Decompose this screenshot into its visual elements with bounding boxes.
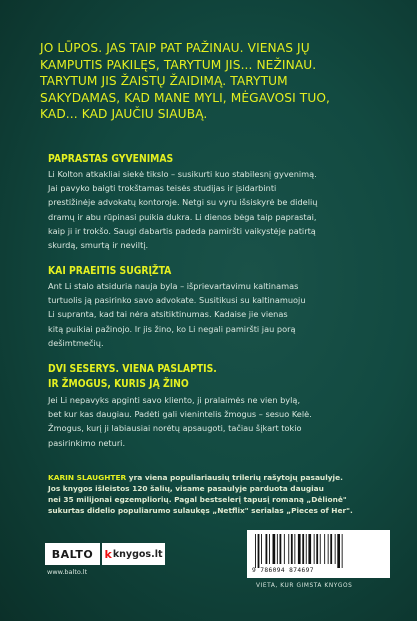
body-line: Li supranta, kad tai nėra atsitiktinumas. Kadaise jie vienas <box>48 309 288 320</box>
barcode-bar <box>284 534 285 564</box>
isbn-number: 9 786094 874697 <box>252 567 314 574</box>
publisher-logos <box>45 543 165 565</box>
body-line: dešimtmečių. <box>48 337 104 348</box>
barcode-bar <box>298 534 301 564</box>
publisher-url: www.balto.lt <box>47 568 88 576</box>
lead-line: KAD... KAD JAUČIU SIAUBĄ. <box>40 107 208 122</box>
barcode-bar <box>324 534 325 564</box>
body-line: kitą puikiai pažinojo. Ir jis žino, ko Li negali pamiršti jau porą <box>48 323 296 334</box>
barcode-bar <box>258 534 260 568</box>
section-heading-1: PAPRASTAS GYVENIMAS <box>48 153 174 165</box>
barcode-bar <box>337 534 340 568</box>
body-line: Li Kolton atkakliai siekė tikslo – susikurti kuo stabilesnį gyvenimą. <box>48 169 317 179</box>
body-line: pasirinkimo neturi. <box>48 437 126 448</box>
barcode-bar <box>266 534 268 564</box>
body-line: Ant Li stalo atsiduria nauja byla – išprievartavimu kaltinamas <box>48 281 299 291</box>
knygos-logo-mark: k <box>104 547 112 561</box>
barcode-bar <box>277 534 278 564</box>
body-line: kaip ji ir trokšo. Saugi dabartis padeda pamiršti vaikystėje patirtą <box>48 225 316 236</box>
section-body-2 <box>48 279 306 350</box>
barcode-bar <box>288 534 289 564</box>
bio-line <box>48 472 378 483</box>
bio-line: nei 35 milijonai egzempliorių. Pagal bestselerį tapusį romaną „Dėlionė" <box>48 495 347 504</box>
lead-line: JO LŪPOS. JAS TAIP PAT PAŽINAU. VIENAS JŲ <box>40 41 310 55</box>
body-line: Jai pavyko baigti trokštamas teisės studijas ir įsidarbinti <box>48 183 277 194</box>
section-heading-2: KAI PRAEITIS SUGRĮŽTA <box>48 265 172 277</box>
barcode-bar <box>316 534 318 564</box>
barcode-bar <box>306 534 307 564</box>
body-line: Žmogus, kurį ji labiausiai norėtų apsaugoti, tačiau šįkart tokio <box>48 423 302 434</box>
section-body-1 <box>48 167 317 252</box>
barcode-bar <box>280 534 282 564</box>
barcode-bar <box>294 534 295 564</box>
bio-line-rest: yra viena populiariausių trilerių rašytojų pasaulyje. <box>126 473 343 482</box>
body-line: Jei Li nepavyks apginti savo kliento, ji pralaimės ne vien bylą, <box>48 395 301 405</box>
publisher-slogan: VIETA, KUR GIMSTA KNYGOS <box>256 583 353 589</box>
lead-line: KAMPUTIS PAKILĘS, TARYTUM JIS... NEŽINAU. <box>40 57 317 72</box>
barcode-bar <box>291 534 293 564</box>
balto-logo: BALTO <box>45 543 100 565</box>
body-line: dramų ir abu rūpinasi puikia dukra. Li dienos bėga taip paprastai, <box>48 211 317 222</box>
barcode-bar <box>255 534 256 568</box>
barcode-bar <box>320 534 321 564</box>
knygos-logo-text: knygos.lt <box>112 548 163 560</box>
section-heading-3b: IR ŽMOGUS, KURIS JĄ ŽINO <box>48 378 189 390</box>
section-heading-3a: DVI SESERYS. VIENA PASLAPTIS. <box>48 363 217 375</box>
lead-line: TARYTUM JIS ŽAISTŲ ŽAIDIMĄ. TARYTUM <box>40 74 288 89</box>
barcode-bar <box>328 534 329 564</box>
body-line: prestižinėje advokatų kontoroje. Netgi su vyru išsiskyrė be didelių <box>48 197 318 208</box>
author-bio <box>48 472 378 516</box>
barcode-bar <box>273 534 276 564</box>
body-line: bet kur kas daugiau. Padėti gali vienintelis žmogus – sesuo Kelė. <box>48 409 312 420</box>
bio-line: sukurtas didelio populiarumo sulaukęs „Netflix" serialas „Pieces of Her". <box>48 506 353 515</box>
section-body-3 <box>48 393 312 450</box>
barcode-bars <box>253 534 384 568</box>
barcode-bar <box>308 534 311 564</box>
barcode-bar <box>330 534 332 564</box>
knygos-logo <box>102 543 165 565</box>
barcode-bar <box>314 534 315 564</box>
barcode-bar <box>302 534 304 564</box>
body-line: turtuolis ją pasirinko savo advokate. Susitikusi su kaltinamuoju <box>48 295 306 306</box>
barcode-bar <box>342 534 343 568</box>
barcode-bar <box>335 534 336 564</box>
barcode-bar <box>261 534 262 564</box>
lead-quote <box>40 40 385 123</box>
bio-line: Jos knygos išleistos 120 šalių, visame pasaulyje parduota daugiau <box>48 484 324 493</box>
author-name: KARIN SLAUGHTER <box>48 473 127 482</box>
body-line: skurdą, smurtą ir neviltį. <box>48 240 149 251</box>
barcode-bar <box>269 534 270 564</box>
lead-line: SAKYDAMAS, KAD MANE MYLI, MĖGAVOSI TUO, <box>40 90 331 105</box>
